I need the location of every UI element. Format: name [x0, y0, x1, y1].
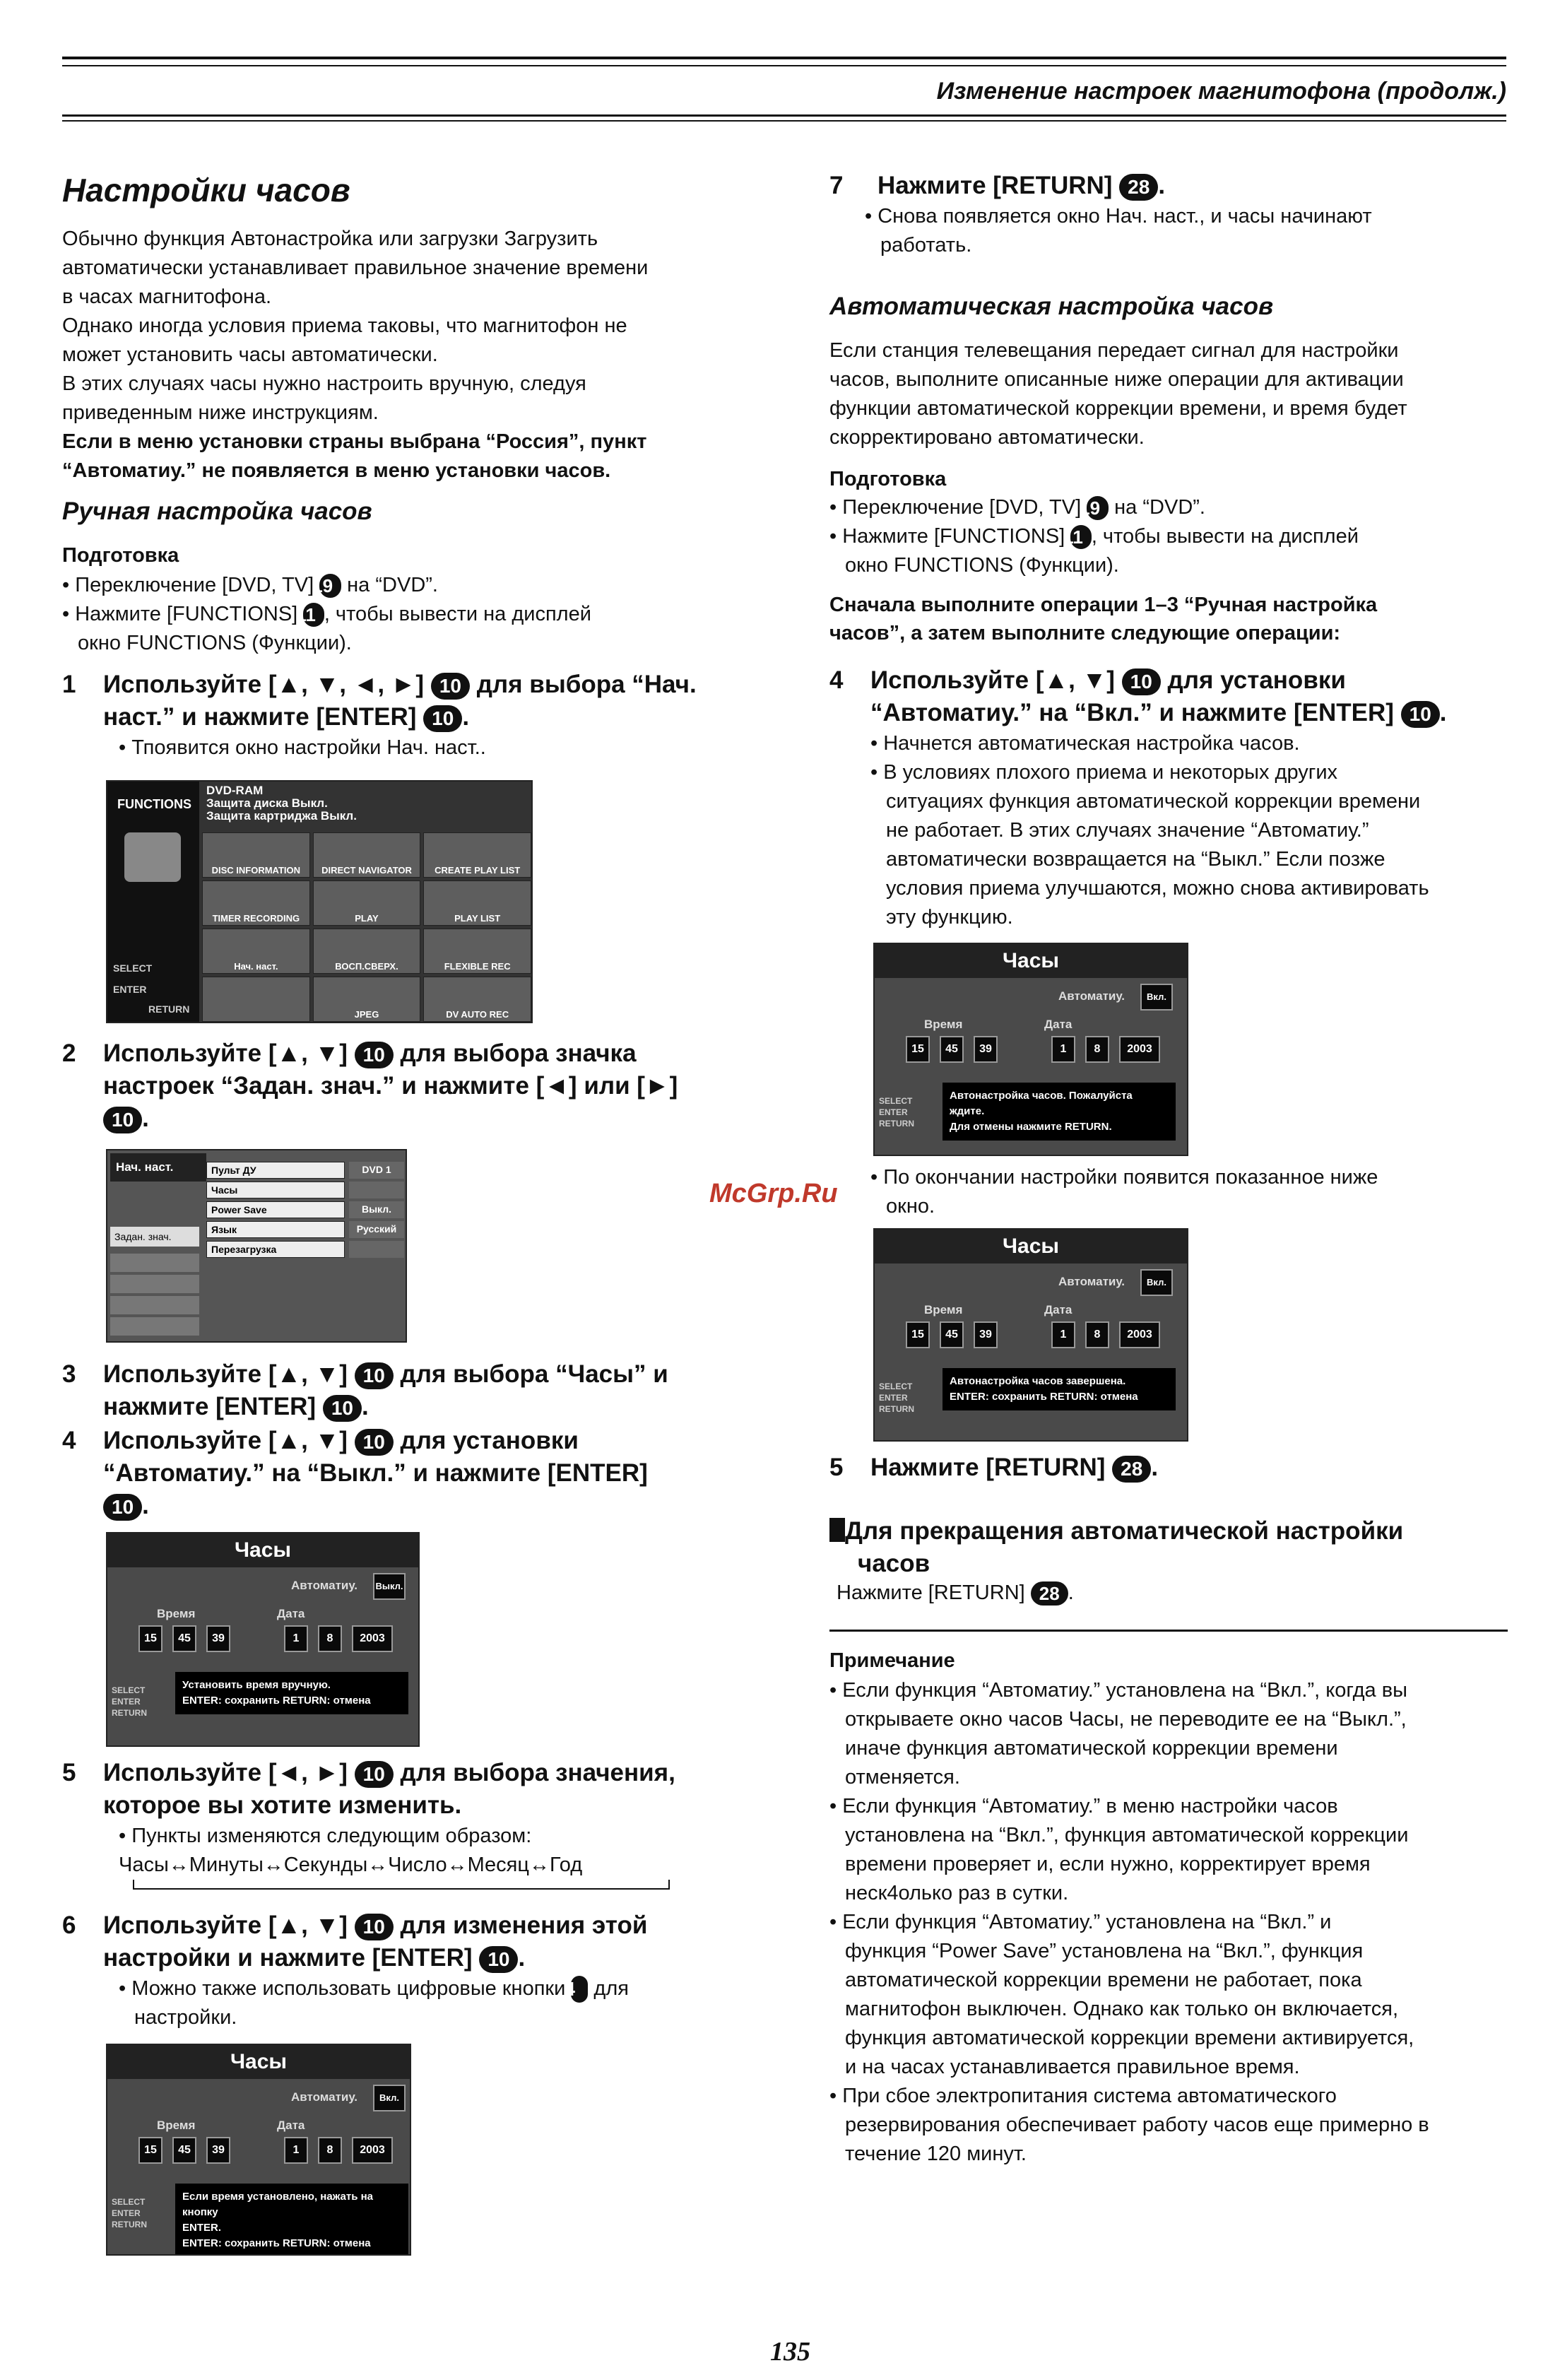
- clock-message: [942, 1368, 1176, 1410]
- prep-heading-right: Подготовка: [829, 468, 947, 490]
- note-line: Если функция “Автоматиу.” установлена на “Вкл.” и: [842, 1911, 1332, 1933]
- ref-badge: 10: [479, 1946, 518, 1973]
- auto-subtitle: Автоматическая настройка часов: [829, 293, 1274, 320]
- functions-screen: [106, 780, 533, 1023]
- clock-mo: 8: [318, 2137, 342, 2164]
- watermark: McGrp.Ru: [709, 1179, 838, 1208]
- note-line: функция автоматической коррекции времени активируется,: [845, 2027, 1414, 2049]
- ref-badge: 10: [1122, 668, 1161, 695]
- clock-d: 1: [284, 1625, 308, 1652]
- setup-tab-list: [110, 1254, 199, 1338]
- clock-s: 39: [206, 1625, 230, 1652]
- ref-badge: 11: [303, 603, 324, 627]
- clock-title: Часы: [107, 1533, 418, 1567]
- step-number: 6: [62, 1911, 76, 1939]
- note-line: открываете окно часов Часы, не переводите ее на “Выкл.”,: [845, 1708, 1407, 1731]
- setup-item: Часы: [206, 1182, 345, 1198]
- step-2: 2 Используйте [▲, ▼] 10 для выбора значка настроек “Задан. знач.” и нажмите [◄] или [►] 10 .: [62, 1037, 797, 1135]
- step-number: 7: [829, 172, 844, 199]
- clock-h: 15: [138, 2137, 162, 2164]
- function-cell: FLEXIBLE REC: [423, 929, 531, 974]
- setup-value: Выкл.: [349, 1201, 404, 1218]
- ref-badge: 19: [1087, 496, 1109, 520]
- function-cell: CREATE PLAY LIST: [423, 832, 531, 878]
- auto-intro: Если станция телевещания передает сигнал для настройки часов, выполните описанные ниже операции для активации функции автоматической коррекции времени, и время будет скорректировано автоматически.: [829, 339, 1407, 449]
- top-rule: [62, 57, 1506, 59]
- step-bullet: • По окончании настройки появится показанное ниже окно.: [870, 1166, 1378, 1218]
- ref-badge: 19: [319, 574, 341, 598]
- function-cell: DIRECT NAVIGATOR: [313, 832, 421, 878]
- clock-m: 45: [172, 1625, 196, 1652]
- note-line: автоматической коррекции времени не работает, пока: [845, 1969, 1362, 1991]
- note-item: • Если функция “Автоматиу.” установлена на “Вкл.” и функция “Power Save” установлена на “Вкл.”, функция автоматической коррекции времени не работает, пока магнитофон выключен. Однако как только он включается, функция автоматической коррекции времени активируется, и на часах устанавливается правильное время.: [829, 1911, 1414, 2078]
- setup-screen: [106, 1149, 407, 1343]
- header-rule: [62, 114, 1506, 117]
- setup-item: Перезагрузка: [206, 1241, 345, 1258]
- ref-badge: 28: [1119, 174, 1158, 201]
- setup-value: [349, 1182, 404, 1198]
- prep-list: [62, 571, 797, 658]
- clock-mo: 8: [1085, 1321, 1109, 1348]
- message-line: ENTER: сохранить RETURN: отмена: [182, 2237, 371, 2249]
- message-line: Автонастройка часов. Пожалуйста ждите.: [950, 1090, 1133, 1117]
- prep-item: • Переключение [DVD, TV] 19 на “DVD”.: [62, 574, 438, 597]
- note-item: • Если функция “Автоматиу.” в меню настройки часов установлена на “Вкл.”, функция автоматической коррекции времени проверяет и, если нужно, корректирует время неск4олько раз в сутки.: [829, 1795, 1409, 1904]
- ref-badge: 10: [431, 673, 470, 700]
- step-bullet: • В условиях плохого приема и некоторых других ситуациях функция автоматической коррекции времени не работает. В этих случаях значение “Автоматиу.” автоматически возвращается на “Выкл.” Если позже условия приема улучшаются, можно снова активировать эту функцию.: [870, 761, 1429, 929]
- time-label: Время: [157, 1607, 196, 1620]
- clock-message: [942, 1083, 1176, 1141]
- clock-h: 15: [138, 1625, 162, 1652]
- step-4-manual: 4 Используйте [▲, ▼] 10 для установки “Автоматиу.” на “Выкл.” и нажмите [ENTER] 10 .: [62, 1425, 797, 1522]
- functions-top: DVD-RAM Защита диска Выкл. Защита картриджа Выкл.: [206, 784, 357, 823]
- step-number: 1: [62, 671, 76, 698]
- prep-item: • Нажмите [FUNCTIONS] 11 , чтобы вывести на дисплей окно FUNCTIONS (Функции).: [829, 525, 1359, 577]
- function-cell: TIMER RECORDING: [202, 880, 310, 926]
- step-bullet: • Можно также использовать цифровые кнопки 4 для настройки.: [119, 1977, 629, 2029]
- clock-d: 1: [284, 2137, 308, 2164]
- disc-graphic: [124, 832, 181, 882]
- note-line: неск4олько раз в сутки.: [845, 1882, 1069, 1904]
- step-number: 4: [829, 666, 844, 694]
- clock-m: 45: [172, 2137, 196, 2164]
- stop-text: Нажмите [RETURN] 28 .: [837, 1581, 1074, 1605]
- clock-m: 45: [940, 1036, 964, 1063]
- step-4-auto: 4 Используйте [▲, ▼] 10 для установки “Автоматиу.” на “Вкл.” и нажмите [ENTER] 10 . • Начнется автоматическая настройка часов. • В условиях плохого приема и некоторых других ситуациях функция автоматической коррекции времени не работает. В этих случаях значение “Автоматиу.” автоматически возвращается на “Выкл.” Если позже условия приема улучшаются, можно снова активировать эту функцию.: [829, 664, 1508, 932]
- nav-pad-icon: SELECT ENTER RETURN: [879, 1382, 914, 1414]
- note-item: • При сбое электропитания система автоматического резервирования обеспечивает работу часов еще примерно в течение 120 минут.: [829, 2085, 1429, 2165]
- clock-s: 39: [974, 1321, 998, 1348]
- ref-badge: 28: [1031, 1581, 1068, 1606]
- setup-values: [349, 1162, 404, 1261]
- clock-mo: 8: [318, 1625, 342, 1652]
- message-line: Для отмены нажмите RETURN.: [950, 1121, 1112, 1133]
- intro-line: приведенным ниже инструкциям.: [62, 401, 379, 424]
- date-label: Дата: [277, 1607, 305, 1620]
- clock-screen-set: [106, 2044, 411, 2256]
- step-bullet: • Начнется автоматическая настройка часов.: [870, 732, 1300, 755]
- note-line: течение 120 минут.: [845, 2143, 1027, 2165]
- nav-pad-icon: SELECT ENTER RETURN: [112, 2197, 147, 2229]
- nav-pad: SELECT ENTER RETURN: [113, 962, 190, 1015]
- function-cell: PLAY: [313, 880, 421, 926]
- clock-y: 2003: [1119, 1036, 1160, 1063]
- stop-heading: Для прекращения автоматической настройки часов: [829, 1515, 1508, 1580]
- clock-y: 2003: [352, 1625, 393, 1652]
- note-rule: [829, 1630, 1508, 1632]
- note-line: времени проверяет и, если нужно, корректирует время: [845, 1853, 1371, 1875]
- setup-item: Пульт ДУ: [206, 1162, 345, 1179]
- message-line: ENTER: сохранить RETURN: отмена: [182, 1695, 371, 1707]
- setup-title: Нач. наст.: [110, 1153, 206, 1182]
- clock-y: 2003: [1119, 1321, 1160, 1348]
- message-line: Установить время вручную.: [182, 1679, 331, 1691]
- step-number: 4: [62, 1427, 76, 1454]
- clock-message: [175, 2184, 408, 2256]
- functions-label: FUNCTIONS: [117, 797, 191, 811]
- step-5-auto: 5 Нажмите [RETURN] 28 .: [829, 1451, 1508, 1484]
- ref-badge: 10: [355, 1761, 394, 1788]
- note-line: установлена на “Вкл.”, функция автоматической коррекции: [845, 1824, 1409, 1846]
- clock-title: Часы: [875, 1230, 1187, 1263]
- intro-line: автоматически устанавливает правильное значение времени: [62, 257, 649, 279]
- ref-badge: 10: [323, 1395, 362, 1422]
- top-rule-thin: [62, 65, 1506, 66]
- intro-line: может установить часы автоматически.: [62, 343, 438, 366]
- clock-y: 2003: [352, 2137, 393, 2164]
- ref-badge: 4: [571, 1976, 588, 2003]
- step-6: 6 Используйте [▲, ▼] 10 для изменения этой настройки и нажмите [ENTER] 10 . • Можно также использовать цифровые кнопки 4 для настройки.: [62, 1909, 797, 2032]
- clock-s: 39: [974, 1036, 998, 1063]
- step-3: 3 Используйте [▲, ▼] 10 для выбора “Часы” и нажмите [ENTER] 10 .: [62, 1358, 797, 1423]
- ref-badge: 10: [103, 1494, 142, 1521]
- prep-list-right: [829, 493, 1508, 580]
- setup-tab: Задан. знач.: [110, 1227, 199, 1247]
- date-label: Дата: [1044, 1018, 1072, 1031]
- step-5-manual: 5 Используйте [◄, ►] 10 для выбора значения, которое вы хотите изменить. • Пункты изменяются следующим образом: Часы↔Минуты↔Секунды↔Число↔Месяц↔Год: [62, 1757, 797, 1890]
- note-line: резервирования обеспечивает работу часов еще примерно в: [845, 2114, 1429, 2136]
- clock-d: 1: [1051, 1036, 1075, 1063]
- step-1: 1 Используйте [▲, ▼, ◄, ►] 10 для выбора “Нач. наст.” и нажмите [ENTER] 10 . • Тпоявится окно настройки Нач. наст..: [62, 668, 797, 762]
- ref-badge: 10: [355, 1429, 394, 1456]
- note-line: иначе функция автоматической коррекции времени: [845, 1737, 1338, 1760]
- intro-line: Однако иногда условия приема таковы, что магнитофон не: [62, 314, 627, 337]
- ref-badge: 10: [103, 1107, 142, 1133]
- note-line: функция “Power Save” установлена на “Вкл.”, функция: [845, 1940, 1364, 1962]
- clock-m: 45: [940, 1321, 964, 1348]
- running-title: Изменение настроек магнитофона (продолж.): [936, 78, 1506, 105]
- note-line: и на часах устанавливается правильное время.: [845, 2056, 1300, 2078]
- auto-value: Вкл.: [1140, 1269, 1173, 1296]
- setup-value: [349, 1241, 404, 1258]
- auto-label: Автоматиу.: [1058, 989, 1125, 1003]
- bold-note: “Автоматиу.” не появляется в меню установки часов.: [62, 459, 611, 482]
- step-7: 7 Нажмите [RETURN] 28 . • Снова появляется окно Нач. наст., и часы начинают работать.: [829, 170, 1508, 260]
- date-label: Дата: [1044, 1303, 1072, 1316]
- first-ops-note: Сначала выполните операции 1–3 “Ручная настройка часов”, а затем выполните следующие операции:: [829, 594, 1378, 644]
- notes-list: [829, 1676, 1508, 2169]
- message-line: Если время установлено, нажать на кнопку: [182, 2191, 373, 2218]
- auto-label: Автоматиу.: [1058, 1275, 1125, 1288]
- clock-screen-auto-running: [873, 943, 1188, 1156]
- step-bullet: • Тпоявится окно настройки Нач. наст..: [119, 736, 486, 759]
- setup-item: Power Save: [206, 1201, 345, 1218]
- ref-badge: 10: [423, 705, 462, 732]
- clock-h: 15: [906, 1321, 930, 1348]
- intro-line: Обычно функция Автонастройка или загрузки Загрузить: [62, 228, 598, 250]
- note-line: При сбое электропитания система автоматического: [842, 2085, 1337, 2107]
- step-number: 5: [829, 1454, 844, 1481]
- setup-value: DVD 1: [349, 1162, 404, 1179]
- clock-screen-manual: [106, 1532, 420, 1747]
- function-cell: Нач. наст.: [202, 929, 310, 974]
- bold-note: Если в меню установки страны выбрана “Россия”, пункт: [62, 430, 647, 453]
- auto-label: Автоматиу.: [291, 1579, 358, 1592]
- auto-value: Выкл.: [373, 1573, 406, 1600]
- function-cell: PLAY LIST: [423, 880, 531, 926]
- clock-title: Часы: [107, 2045, 410, 2079]
- note-line: Если функция “Автоматиу.” в меню настройки часов: [842, 1795, 1338, 1818]
- nav-pad-icon: SELECT ENTER RETURN: [112, 1685, 147, 1718]
- step-number: 2: [62, 1039, 76, 1067]
- time-label: Время: [924, 1018, 963, 1031]
- section-title: Настройки часов: [62, 172, 350, 208]
- note-line: магнитофон выключен. Однако как только он включается,: [845, 1998, 1398, 2020]
- ref-badge: 10: [355, 1042, 394, 1068]
- step-bullet: • Пункты изменяются следующим образом:: [119, 1825, 532, 1847]
- ref-badge: 11: [1070, 525, 1092, 549]
- intro-line: в часах магнитофона.: [62, 285, 272, 308]
- function-cell: [202, 977, 310, 1022]
- time-label: Время: [157, 2119, 196, 2132]
- message-line: Автонастройка часов завершена.: [950, 1375, 1126, 1387]
- nav-pad-icon: SELECT ENTER RETURN: [879, 1096, 914, 1129]
- function-cell: DISC INFORMATION: [202, 832, 310, 878]
- ref-badge: 28: [1112, 1456, 1151, 1483]
- prep-heading: Подготовка: [62, 544, 179, 567]
- clock-message: [175, 1672, 408, 1714]
- auto-value: Вкл.: [1140, 984, 1173, 1011]
- clock-title: Часы: [875, 944, 1187, 978]
- auto-label: Автоматиу.: [291, 2090, 358, 2104]
- step-bullet: • Снова появляется окно Нач. наст., и часы начинают работать.: [865, 205, 1372, 257]
- manual-subtitle: Ручная настройка часов: [62, 497, 372, 525]
- step-number: 5: [62, 1759, 76, 1786]
- ref-badge: 10: [355, 1914, 394, 1940]
- functions-grid: [202, 832, 531, 1022]
- setup-items: [206, 1162, 345, 1261]
- note-line: отменяется.: [845, 1766, 960, 1789]
- note-line: Если функция “Автоматиу.” установлена на “Вкл.”, когда вы: [842, 1679, 1407, 1702]
- page-number: 135: [770, 2337, 810, 2367]
- auto-value: Вкл.: [373, 2085, 406, 2111]
- step-number: 3: [62, 1360, 76, 1388]
- clock-d: 1: [1051, 1321, 1075, 1348]
- message-line: ENTER.: [182, 2222, 222, 2234]
- time-label: Время: [924, 1303, 963, 1316]
- function-cell: ВОСП.СВЕРХ.: [313, 929, 421, 974]
- clock-mo: 8: [1085, 1036, 1109, 1063]
- date-label: Дата: [277, 2119, 305, 2132]
- prep-item: • Переключение [DVD, TV] 19 на “DVD”.: [829, 496, 1205, 519]
- function-cell: DV AUTO REC: [423, 977, 531, 1022]
- message-line: ENTER: сохранить RETURN: отмена: [950, 1391, 1138, 1403]
- ref-badge: 10: [355, 1362, 394, 1389]
- clock-s: 39: [206, 2137, 230, 2164]
- setup-item: Язык: [206, 1221, 345, 1238]
- note-heading: Примечание: [829, 1649, 955, 1672]
- prep-item: • Нажмите [FUNCTIONS] 11 , чтобы вывести на дисплей окно FUNCTIONS (Функции).: [62, 603, 591, 654]
- item-sequence: Часы↔Минуты↔Секунды↔Число↔Месяц↔Год: [119, 1854, 583, 1876]
- note-item: • Если функция “Автоматиу.” установлена на “Вкл.”, когда вы открываете окно часов Часы, не переводите ее на “Выкл.”, иначе функция автоматической коррекции времени отменяется.: [829, 1679, 1407, 1789]
- clock-h: 15: [906, 1036, 930, 1063]
- setup-value: Русский: [349, 1221, 404, 1238]
- intro-line: В этих случаях часы нужно настроить вручную, следуя: [62, 372, 586, 395]
- intro-text: [62, 225, 797, 485]
- header-rule-thin: [62, 120, 1506, 122]
- sequence-arrow: [133, 1880, 670, 1890]
- function-cell: JPEG: [313, 977, 421, 1022]
- ref-badge: 10: [1401, 701, 1440, 728]
- clock-screen-auto-done: [873, 1228, 1188, 1442]
